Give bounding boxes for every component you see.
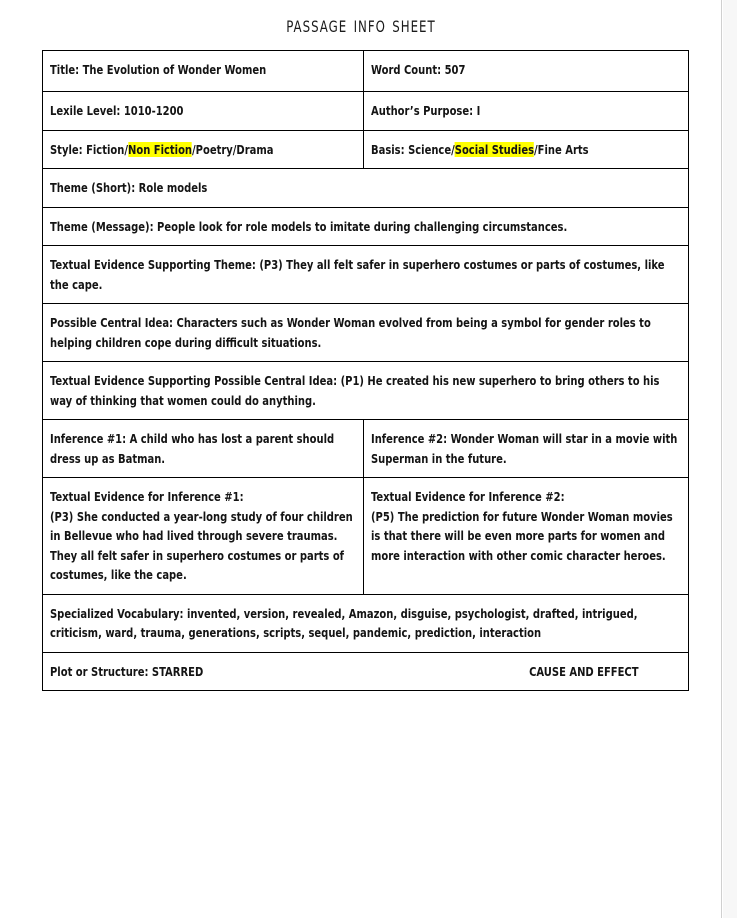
textual-evidence-central-idea-value: Textual Evidence Supporting Possible Central Idea: (P1) He created his new superhero to bring others to his way of thinking that women could do anything. [50, 373, 660, 408]
theme-message-value: Theme (Message): People look for role models to imitate during challenging circumstances. [50, 218, 568, 234]
table-row [43, 130, 689, 169]
cell-theme-short [43, 169, 689, 208]
title-value: Title: The Evolution of Wonder Women [50, 62, 267, 77]
textual-evidence-theme-value: Textual Evidence Supporting Theme: (P3) They all felt safer in superhero costumes or parts of costumes, like the cape. [50, 257, 665, 292]
table-row [43, 478, 689, 595]
cell-authors-purpose [364, 92, 689, 131]
cell-possible-central-idea [43, 304, 689, 362]
table-row [43, 652, 689, 691]
theme-short-value: Theme (Short): Role models [50, 180, 208, 195]
table-row [43, 169, 689, 208]
word-count-value: Word Count: 507 [371, 62, 466, 77]
style-prefix: Style: Fiction/ [50, 141, 129, 157]
cell-textual-evidence-theme [43, 246, 689, 304]
cell-word-count [364, 51, 689, 92]
table-row [43, 594, 689, 652]
evidence-inference-1-quote: (P3) She conducted a year-long study of four children in Bellevue who had lived through severe traumas. They all felt safer in superhero costumes or parts of costumes, like the cape. [50, 508, 353, 582]
style-highlighted-choice: Non Fiction [128, 141, 193, 157]
table-row [43, 420, 689, 478]
basis-value [371, 140, 681, 160]
style-value [50, 140, 356, 160]
cell-style [43, 130, 364, 169]
cell-title [43, 51, 364, 92]
basis-suffix: /Fine Arts [534, 141, 589, 157]
evidence-inference-1-label: Textual Evidence for Inference #1: [50, 489, 244, 504]
plot-or-structure-value: Plot or Structure: STARRED [50, 663, 204, 679]
table-row [43, 51, 689, 92]
plot-structure-note: CAUSE AND EFFECT [529, 663, 639, 679]
evidence-inference-2-quote: (P5) The prediction for future Wonder Woman movies is that there will be even more parts for women and more interaction with other comic character heroes. [371, 508, 673, 563]
basis-highlighted-choice: Social Studies [454, 141, 535, 157]
table-row [43, 207, 689, 246]
cell-evidence-inference-2 [364, 478, 689, 595]
cell-specialized-vocabulary [43, 594, 689, 652]
cell-inference-2 [364, 420, 689, 478]
cell-basis [364, 130, 689, 169]
inference-2-value: Inference #2: Wonder Woman will star in a movie with Superman in the future. [371, 431, 678, 466]
cell-evidence-inference-1 [43, 478, 364, 595]
page-gutter [723, 0, 737, 918]
cell-textual-evidence-central-idea [43, 362, 689, 420]
inference-1-value: Inference #1: A child who has lost a parent should dress up as Batman. [50, 431, 335, 466]
cell-plot-or-structure [43, 652, 689, 691]
specialized-vocabulary-value: Specialized Vocabulary: invented, version, revealed, Amazon, disguise, psychologist, drafted, intrigued, criticism, ward, trauma, generations, scripts, sequel, pandemic, prediction, interaction [50, 605, 638, 640]
lexile-value: Lexile Level: 1010-1200 [50, 103, 184, 118]
table-row [43, 92, 689, 131]
passage-info-table [42, 50, 689, 691]
style-suffix: /Poetry/Drama [192, 141, 274, 157]
table-row [43, 362, 689, 420]
cell-lexile-level [43, 92, 364, 131]
table-row [43, 304, 689, 362]
cell-theme-message [43, 207, 689, 246]
possible-central-idea-value: Possible Central Idea: Characters such as Wonder Woman evolved from being a symbol for gender roles to helping children cope during difficult situations. [50, 315, 651, 350]
authors-purpose-value: Author’s Purpose: I [371, 103, 481, 118]
table-row [43, 246, 689, 304]
cell-inference-1 [43, 420, 364, 478]
basis-prefix: Basis: Science/ [371, 141, 455, 157]
page-title: passage info sheet [286, 12, 436, 38]
evidence-inference-2-label: Textual Evidence for Inference #2: [371, 489, 565, 504]
